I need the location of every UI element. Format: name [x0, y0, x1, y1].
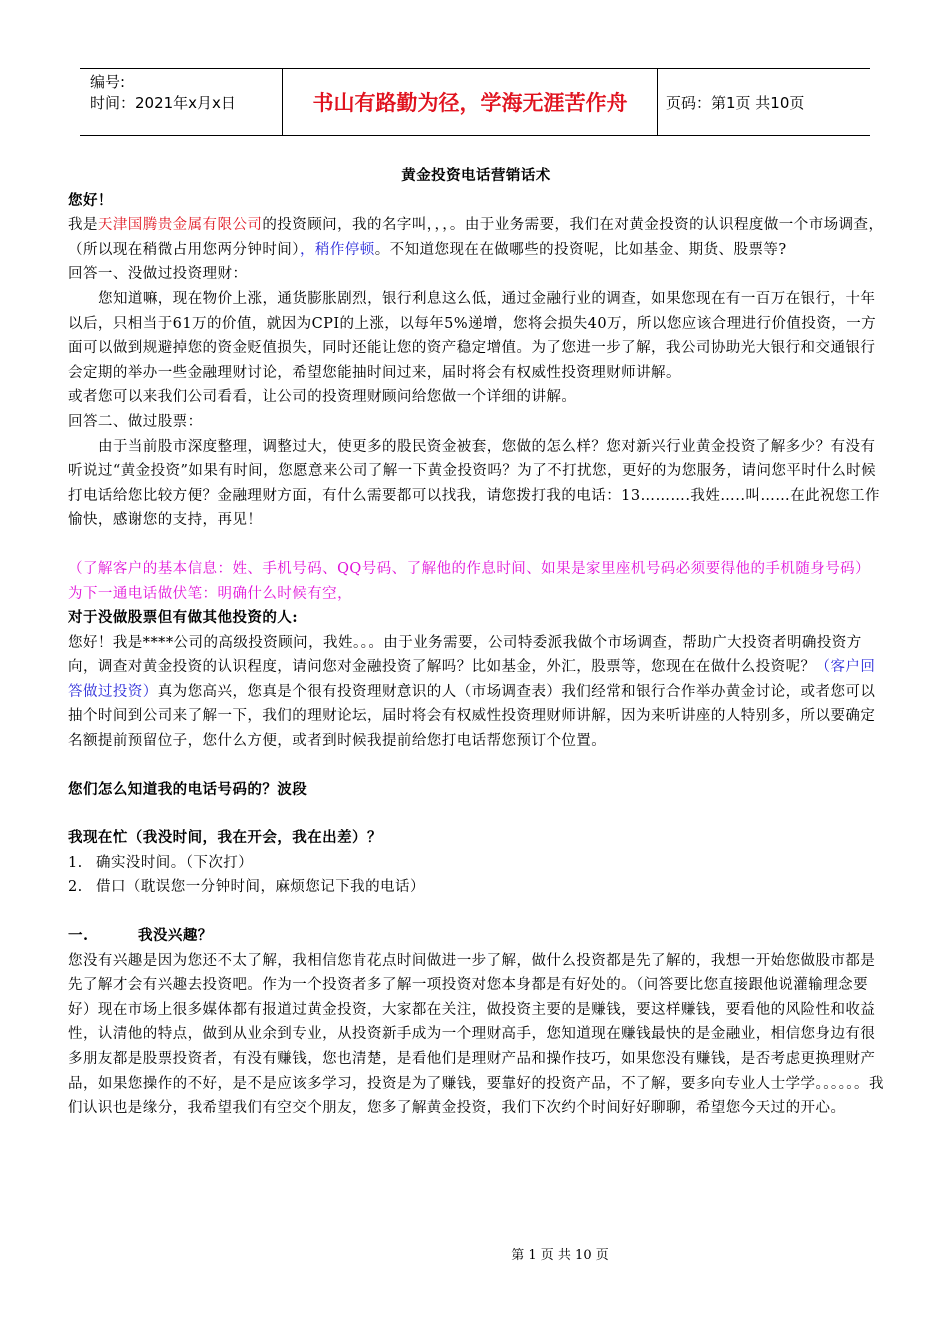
section2-body: [68, 631, 884, 754]
section-no-interest-heading: [68, 924, 884, 949]
page-footer: [0, 1244, 950, 1263]
answer2-body: 由于当前股市深度整理，调整过大，使更多的股民资金被套，您做的怎么样？您对新兴行业黄金投资了解多少？有没有听说过“黄金投资”如果有时间，您愿意来公司了解一下黄金投资吗？为了不打扰您，更好的为您服务，请问您平时什么时候打电话给您比较方便？金融理财方面，有什么需要都可以找我，请您拨打我的电话：13……….我姓…..叫……在此祝您工作愉快，感谢您的支持，再见！: [68, 438, 880, 529]
customer-info-note: （了解客户的基本信息：姓、手机号码、QQ号码、了解他的作息时间、如果是家里座机号码必须要得他的手机随身号码）为下一通电话做伏笔：明确什么时候有空，: [68, 560, 871, 602]
company-name: 天津国腾贵金属有限公司: [97, 217, 263, 234]
list-item: [68, 875, 884, 900]
question-phone: 您们怎么知道我的电话号码的？波段: [68, 780, 308, 798]
no-interest-body: 您没有兴趣是因为您还不太了解，我相信您肯花点时间做进一步了解，做什么投资都是先了解的，我想一开始您做股市都是先了解才会有兴趣去投资吧。作为一个投资者多了解一项投资对您本身都是有好处的。（问答要比您直接跟他说灌输理念要好）现在市场上很多媒体都有报道过黄金投资，大家都在关注，做投资主要的是赚钱，要这样赚钱，要看他的风险性和收益性，认清他的特点，做到从业余到专业，从投资新手成为一个理财高手，您知道现在赚钱最快的是金融业，相信您身边有很多朋友都是股票投资者，有没有赚钱，您也清楚，是看他们是理财产品和操作技巧，如果您没有赚钱，是否考虑更换理财产品，如果您操作的不好，是不是应该多学习，投资是为了赚钱，要靠好的投资产品，不了解，要多向专业人士学学。。。。。。我们认识也是缘分，我希望我们有空交个朋友，您多了解黄金投资，我们下次约个时间好好聊聊，希望您今天过的开心。: [68, 952, 884, 1117]
list-number: 2.: [68, 879, 83, 896]
answer2-heading: 回答二、做过股票：: [68, 413, 203, 430]
footer-page-number: 第 1 页 共 10 页: [511, 1248, 609, 1263]
intro-mid: 的投资顾问，我的名字叫，，，。由于业务需要，我们在对黄金投资的认识程度做一个市场调查，（所以现在稍微占用您两分钟时间）: [68, 217, 884, 258]
section-title: 我没兴趣？: [138, 927, 213, 945]
list-text: 确实没时间。（下次打）: [96, 854, 254, 871]
document-body: [68, 164, 884, 1121]
section2-pre: 您好！我是****公司的高级投资顾问，我姓。。。由于业务需要，公司特委派我做个市场调查，帮助广大投资者明确投资方向，调查对黄金投资的认识程度，请问您对金融投资了解吗？比如基金，外汇，股票等，您现在在做什么投资呢？: [68, 634, 862, 676]
answer1-body: 您知道嘛，现在物价上涨，通货膨胀剧烈，银行利息这么低，通过金融行业的调查，如果您现在有一百万在银行，十年以后，只相当于61万的价值，就因为CPI的上涨，以每年5%递增，您将会损失40万，所以您应该合理进行价值投资，一方面可以做到规避掉您的资金贬值损失，同时还能让您的资产稳定增值。为了您进一步了解，我公司协助光大银行和交通银行会定期的举办一些金融理财讨论，希望您能抽时间过来，届时将会有权威性投资理财师讲解。: [68, 290, 877, 381]
question-busy: 我现在忙（我没时间，我在开会，我在出差）？: [68, 829, 382, 847]
list-number: 1.: [68, 854, 83, 871]
list-item: [68, 851, 884, 876]
section2-post: 真为您高兴，您真是个很有投资理财意识的人（市场调查表）我们经常和银行合作举办黄金讨论，或者您可以抽个时间到公司来了解一下，我们的理财论坛，届时将会有权威性投资理财师讲解，因为来听讲座的人特别多，所以要确定名额提前预留位子，您什么方便，或者到时候我提前给您打电话帮您预订个位置。: [68, 683, 876, 750]
header-page-info: 页码：第1页 共10页: [666, 93, 805, 112]
section-number: 一.: [68, 927, 89, 945]
greeting: 您好！: [68, 191, 113, 209]
header-meta: [80, 69, 282, 135]
document-title: 黄金投资电话营销话术: [401, 167, 551, 184]
intro-paragraph: [68, 213, 884, 262]
intro-pause: ，稍作停顿: [299, 241, 375, 258]
intro-pre: 我是: [68, 217, 98, 234]
intro-post: 。不知道您现在在做哪些的投资呢，比如基金、期货、股票等?: [374, 241, 787, 258]
number-label: 编号:: [90, 73, 126, 91]
answer1-heading: 回答一、没做过投资理财：: [68, 266, 248, 283]
answer1-alt: 或者您可以来我们公司看看，让公司的投资理财顾问给您做一个详细的讲解。: [68, 389, 577, 406]
time-label: 时间：2021年x月x日: [90, 94, 236, 112]
header-motto: 书山有路勤为径，学海无涯苦作舟: [312, 91, 628, 115]
section2-heading: 对于没做股票但有做其他投资的人:: [68, 609, 299, 627]
list-text: 借口（耽误您一分钟时间，麻烦您记下我的电话）: [96, 879, 425, 896]
page-header: [80, 68, 870, 136]
section2-blue: （客户回答做过投资）: [68, 659, 876, 700]
